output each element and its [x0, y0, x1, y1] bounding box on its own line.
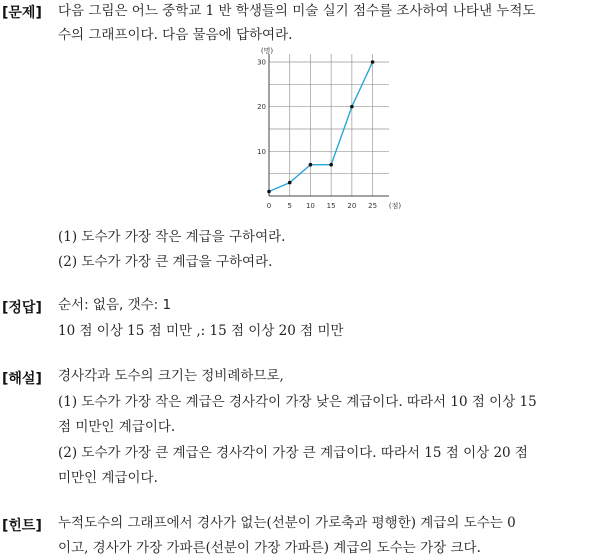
answer-line-1: 순서: 없음, 갯수: 1	[58, 297, 172, 313]
x-axis-label: (점)	[388, 202, 402, 210]
hint-line-2: 이고, 경사가 가장 가파른(선분이 가장 가파른) 계급의 도수는 가장 크다.	[58, 540, 481, 556]
y-axis-label: (명)	[260, 47, 274, 55]
answer-line-2: 10 점 이상 15 점 미만 ,: 15 점 이상 20 점 미만	[58, 323, 344, 339]
y-tick-label: 30	[257, 58, 266, 67]
explanation-line-4: (2) 도수가 가장 큰 계급은 경사각이 가장 큰 계급이다. 따라서 15 점 이상 20 점	[58, 445, 528, 461]
question-1: (1) 도수가 가장 작은 계급을 구하여라.	[58, 229, 286, 245]
cumulative-frequency-chart	[255, 46, 415, 214]
x-tick-label: 15	[326, 202, 336, 210]
problem-line-1: 다음 그림은 어느 중학교 1 반 학생들의 미술 실기 점수를 조사하여 나타낸 누적도	[58, 3, 536, 19]
data-point	[350, 105, 354, 109]
x-tick-label: 10	[305, 202, 315, 210]
explanation-line-1: 경사각과 도수의 크기는 정비례하므로,	[58, 368, 284, 384]
problem-label: [문제]	[2, 5, 42, 21]
data-point	[288, 181, 292, 185]
data-point	[329, 163, 333, 167]
question-2: (2) 도수가 가장 큰 계급을 구하여라.	[58, 254, 273, 270]
y-tick-label: 10	[257, 147, 266, 156]
series-line	[269, 62, 373, 192]
explanation-label: [해설]	[2, 371, 42, 387]
hint-line-1: 누적도수의 그래프에서 경사가 없는(선분이 가로축과 평행한) 계급의 도수는 0	[58, 515, 516, 531]
chart-svg	[255, 46, 415, 214]
problem-line-2: 수의 그래프이다. 다음 물음에 답하여라.	[58, 27, 293, 43]
data-point	[371, 60, 375, 64]
hint-label: [힌트]	[2, 518, 42, 534]
data-point	[267, 190, 271, 194]
x-tick-label: 20	[347, 202, 357, 210]
explanation-line-2: (1) 도수가 가장 작은 계급은 경사각이 가장 낮은 계급이다. 따라서 10 점 이상 15	[58, 394, 537, 410]
answer-label: [정답]	[2, 300, 42, 316]
explanation-line-5: 미만인 계급이다.	[58, 470, 158, 486]
x-tick-label: 5	[287, 202, 292, 210]
x-tick-label: 25	[368, 202, 378, 210]
data-point	[309, 163, 313, 167]
explanation-line-3: 점 미만인 계급이다.	[58, 419, 176, 435]
x-tick-label: 0	[266, 202, 272, 210]
y-tick-label: 20	[257, 103, 266, 112]
